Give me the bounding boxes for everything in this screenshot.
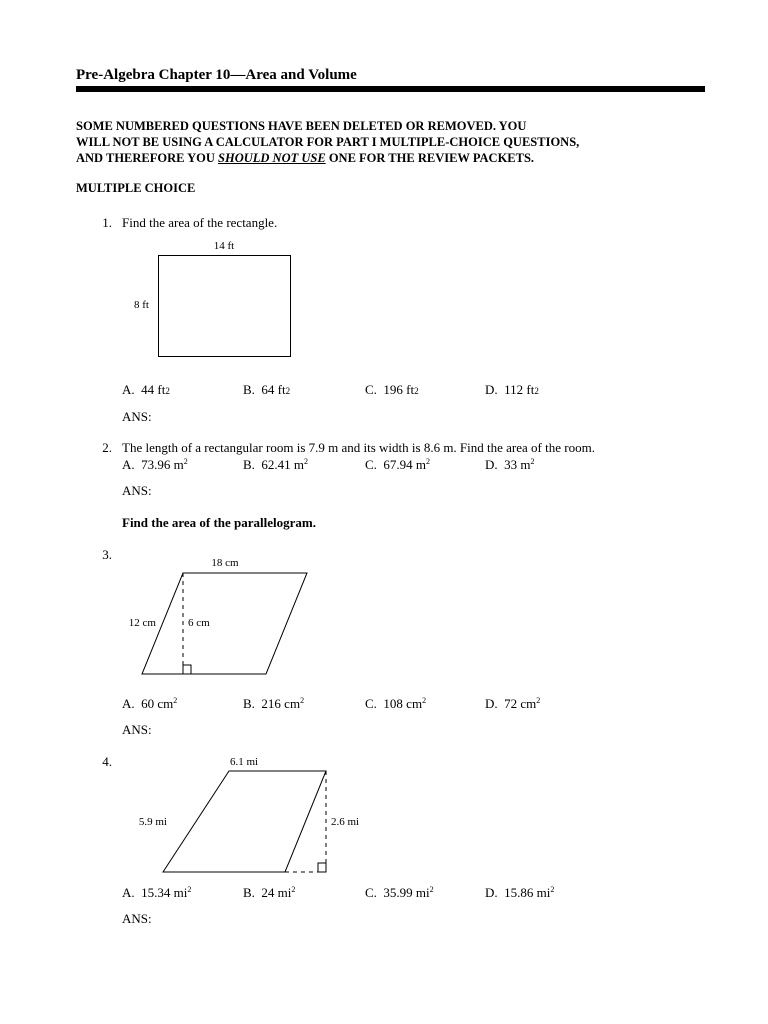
parallelogram-2-side-label: 5.9 mi <box>138 816 167 828</box>
q4-choice-d: D. 15.86 $mi^2$ <box>485 885 555 900</box>
q1-choice-d: D. 112 ft2 <box>485 382 539 397</box>
parallelogram-1-height-label: 6 cm <box>188 617 210 629</box>
q2-choice-c: C. 67.94 $m^2$ <box>365 457 431 472</box>
notice-line-3-post: ONE FOR THE REVIEW PACKETS. <box>325 151 535 165</box>
notice-line-2: WILL NOT BE USING A CALCULATOR FOR PART I MULTIPLE-CHOICE QUESTIONS, <box>76 135 580 149</box>
right-angle-marker-2 <box>318 863 326 872</box>
rectangle-top-label: 14 ft <box>213 240 235 252</box>
q1-choice-b: B. 64 ft2 <box>243 382 291 397</box>
q3-choice-a: A. 60 $cm^2$ <box>122 696 178 711</box>
q2-ans: ANS: <box>122 483 152 498</box>
q1-choice-c: C. 196 ft2 <box>365 382 419 397</box>
q3-choice-d: D. 72 $cm^2$ <box>485 696 541 711</box>
question-text-2: The length of a rectangular room is 7.9 m and its width is 8.6 m. Find the area of the room. <box>122 440 595 455</box>
parallelogram-2-height-label: 2.6 mi <box>331 816 360 828</box>
q3-choice-c: C. 108 $cm^2$ <box>365 696 427 711</box>
q3-ans: ANS: <box>122 722 152 737</box>
section-heading: MULTIPLE CHOICE <box>76 181 196 195</box>
parallelogram-1-side-label: 12 cm <box>128 617 156 629</box>
notice-line-3-pre: AND THEREFORE YOU <box>76 151 219 165</box>
rectangle-side-label: 8 ft <box>134 299 149 311</box>
question-number-1: 1. <box>102 215 112 230</box>
question-number-4: 4. <box>102 754 112 769</box>
q4-choice-c: C. 35.99 $mi^2$ <box>365 885 434 900</box>
parallelogram-2-top-label: 6.1 mi <box>229 756 259 768</box>
q2-choice-b: B. 62.41 $m^2$ <box>243 457 309 472</box>
question-number-3: 3. <box>102 547 112 562</box>
q3-choice-b: B. 216 $cm^2$ <box>243 696 305 711</box>
q1-choice-a: A. 44 ft2 <box>122 382 170 397</box>
question-number-2: 2. <box>102 440 112 455</box>
page-title: Pre-Algebra Chapter 10—Area and Volume <box>76 67 357 83</box>
q1-ans: ANS: <box>122 409 152 424</box>
question-text-1: Find the area of the rectangle. <box>122 215 278 230</box>
parallelogram-shape-2 <box>163 771 326 872</box>
notice-line-1: SOME NUMBERED QUESTIONS HAVE BEEN DELETED OR REMOVED. YOU <box>76 119 527 133</box>
notice-emphasis: SHOULD NOT USE <box>218 151 326 165</box>
q4-choice-a: A. 15.34 $mi^2$ <box>122 885 192 900</box>
q2-choice-d: D. 33 $m^2$ <box>485 457 535 472</box>
parallelogram-heading: Find the area of the parallelogram. <box>122 515 317 530</box>
parallelogram-1-top-label: 18 cm <box>211 557 239 569</box>
q2-choice-a: A. 73.96 $m^2$ <box>122 457 188 472</box>
q4-choice-b: B. 24 $mi^2$ <box>243 885 296 900</box>
q4-ans: ANS: <box>122 911 152 926</box>
